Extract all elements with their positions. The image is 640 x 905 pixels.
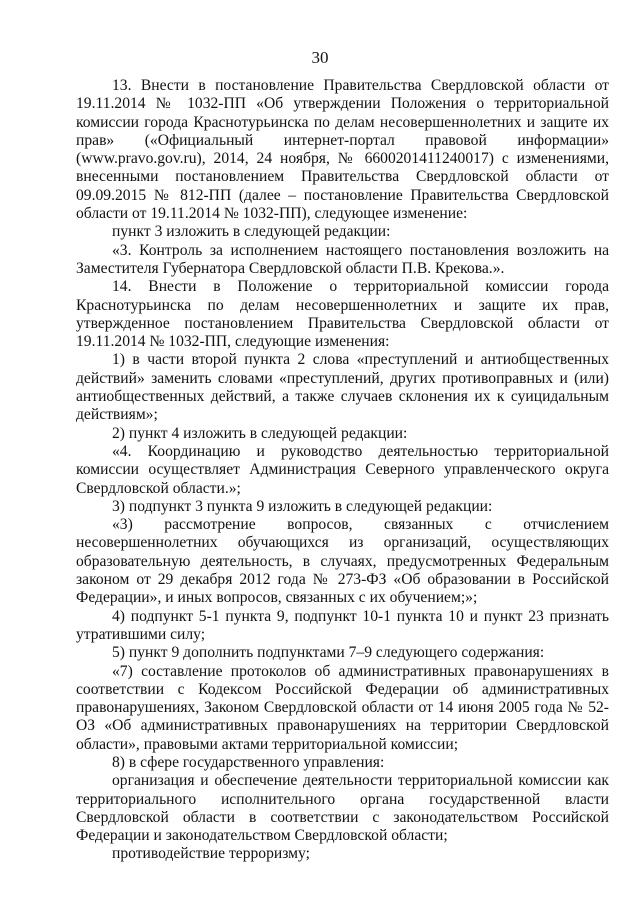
paragraph-14-intro: 14. Внести в Положение о территориальной комиссии города Краснотурьинска по делам несовершеннолетних и защите их прав, утвержденное постановлением Правительства Свердловской области от 19.11.2014 № 1032-ПП, следующие изменения: (76, 278, 609, 351)
paragraph-subpunkt-8-heading: 8) в сфере государственного управления: (112, 753, 385, 771)
paragraph-subpunkt-8-item-1: организация и обеспечение деятельности территориальной комиссии как территориального исполнительного органа государственной власти Свердловской области в соответствии с законодательством Российской Федерации и законодательством Свердловской области; (76, 772, 609, 845)
paragraph-change-2: 2) пункт 4 изложить в следующей редакции: (112, 424, 408, 442)
paragraph-subpunkt-8-item-2: противодействие терроризму; (112, 845, 310, 863)
paragraph-change-4: 4) подпункт 5-1 пункта 9, подпункт 10-1 пункта 10 и пункт 23 признать утратившими силу; (76, 607, 609, 643)
paragraph-subpunkt-3-text: «3) рассмотрение вопросов, связанных с отчислением несовершеннолетних обучающихся из организаций, осуществляющих образовательную деятельность, в случаях, предусмотренных Федеральным законом от 29 декабря 2012 года № 273-ФЗ «Об образовании в Российской Федерации», и иных вопросов, связанных с их обучением;»; (76, 516, 609, 607)
paragraph-punkt-4-text: «4. Координацию и руководство деятельностью территориальной комиссии осуществляет Администрация Северного управленческого округа Свердловской области.»; (76, 442, 609, 497)
paragraph-change-1: 1) в части второй пункта 2 слова «преступлений и антиобщественных действий» заменить словами «преступлений, других противоправных и (или) антиобщественных действий, а также случаев склонения их к суицидальным действиям»; (76, 351, 609, 424)
page-number: 30 (311, 48, 329, 67)
paragraph-punkt-3-heading: пункт 3 изложить в следующей редакции: (112, 223, 391, 241)
paragraph-change-5: 5) пункт 9 дополнить подпунктами 7–9 следующего содержания: (112, 644, 545, 662)
paragraph-change-3: 3) подпункт 3 пункта 9 изложить в следующей редакции: (112, 497, 493, 515)
document-body (76, 77, 609, 864)
paragraph-subpunkt-7-text: «7) составление протоколов об административных правонарушениях в соответствии с Кодексом Российской Федерации об административных правонарушениях, Законом Свердловской области от 14 июня 2005 года № 52-ОЗ «Об административных правонарушениях на территории Свердловской области», правовыми актами территориальной комиссии; (76, 662, 609, 753)
paragraph-13-intro: 13. Внести в постановление Правительства Свердловской области от 19.11.2014 № 1032-ПП «Об утверждении Положения о территориальной комиссии города Краснотурьинска по делам несовершеннолетних и защите их прав» («Официальный интернет-портал правовой информации» (www.pravo.gov.ru), 2014, 24 ноября, № 6600201411240017) с изменениями, внесенными постановлением Правительства Свердловской области от 09.09.2015 № 812-ПП (далее – постановление Правительства Свердловской области от 19.11.2014 № 1032-ПП), следующее изменение: (76, 77, 609, 223)
paragraph-punkt-3-text: «3. Контроль за исполнением настоящего постановления возложить на Заместителя Губернатора Свердловской области П.В. Крекова.». (76, 241, 609, 277)
